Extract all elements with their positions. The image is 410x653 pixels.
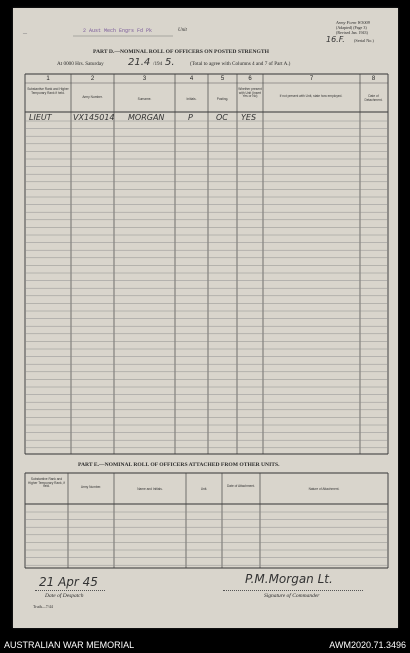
col-number-7: 7 [309, 76, 314, 82]
part-d-time-prefix: At 0000 Hrs. Saturday [57, 61, 104, 67]
col-header-rank: Substantive Rank and Higher Temporary Rank if held. [27, 87, 69, 95]
col-header-employed: If not present with Unit, state how employed. [279, 94, 343, 98]
caption-accession: AWM2020.71.3496 [329, 640, 406, 650]
despatch-date-hand: 21 Apr 45 [39, 575, 98, 589]
part-d-note: (Total to agree with Columns 4 and 7 of Part A.) [190, 61, 291, 67]
print-code: Truth—7/44 [33, 604, 53, 609]
row-rank: LIEUT [29, 113, 52, 122]
col-header-initials: Initials. [186, 97, 197, 101]
unit-label: Unit [178, 28, 187, 33]
signature-label: Signature of Commander [264, 593, 320, 599]
col-number-5: 5 [220, 76, 225, 82]
row-initials: P [188, 113, 193, 122]
e-col-header-unit: Unit. [200, 487, 208, 491]
e-col-header-army-number: Army Number. [80, 485, 102, 489]
serial-number: 16.F. [326, 35, 345, 44]
commander-signature: P.M.Morgan Lt. [245, 572, 333, 586]
margin-mark: – [23, 28, 27, 37]
col-header-present: Whether present with Unit (Insert Yes or No) [238, 87, 262, 99]
form-ref-3: (Revised Jan. 1943) [336, 30, 368, 35]
part-e-title: PART E.—NOMINAL ROLL OF OFFICERS ATTACHED FROM OTHER UNITS. [78, 462, 280, 468]
caption-institution: AUSTRALIAN WAR MEMORIAL [4, 640, 135, 650]
despatch-label: Date of Despatch [45, 593, 84, 599]
signature-line [223, 590, 363, 591]
part-d-year-prefix: /194 [153, 61, 163, 67]
form-ref-2: (Adapted) (Page 3) [336, 25, 367, 30]
col-header-army-number: Army Number. [82, 95, 103, 99]
col-number-8: 8 [371, 76, 376, 82]
e-col-header-date: Date of Attachment. [227, 484, 255, 488]
e-col-header-name: Name and Initials. [137, 487, 163, 491]
part-d-year-hand: 5. [165, 57, 175, 68]
col-number-4: 4 [189, 76, 194, 82]
col-header-posting: Posting. [216, 97, 229, 101]
col-number-3: 3 [142, 76, 147, 82]
col-header-surname: Surname. [137, 97, 152, 101]
row-present: YES [241, 113, 257, 122]
col-number-2: 2 [90, 76, 95, 82]
serial-label: (Serial No.) [354, 38, 374, 43]
e-col-header-nature: Nature of Attachment. [308, 487, 340, 491]
row-posting: OC [216, 113, 228, 122]
row-surname: MORGAN [128, 113, 165, 122]
col-number-6: 6 [248, 76, 252, 82]
part-d-title: PART D.—NOMINAL ROLL OF OFFICERS ON POSTED STRENGTH [93, 49, 269, 55]
form-sheet [13, 8, 398, 628]
col-number-1: 1 [46, 76, 50, 82]
part-d-date-hand: 21.4 [128, 57, 151, 68]
col-header-detachment: Date of Detachment. [364, 94, 383, 102]
unit-stamp: 2 Aust Mech Engrs Fd Pk [83, 28, 153, 34]
despatch-line [35, 590, 105, 591]
form-ref-1: Army Form W3009 [336, 20, 370, 25]
e-col-header-rank: Substantive Rank and Higher Temporary Rank, if held. [28, 477, 65, 489]
row-army-number: VX145014 [73, 113, 115, 122]
